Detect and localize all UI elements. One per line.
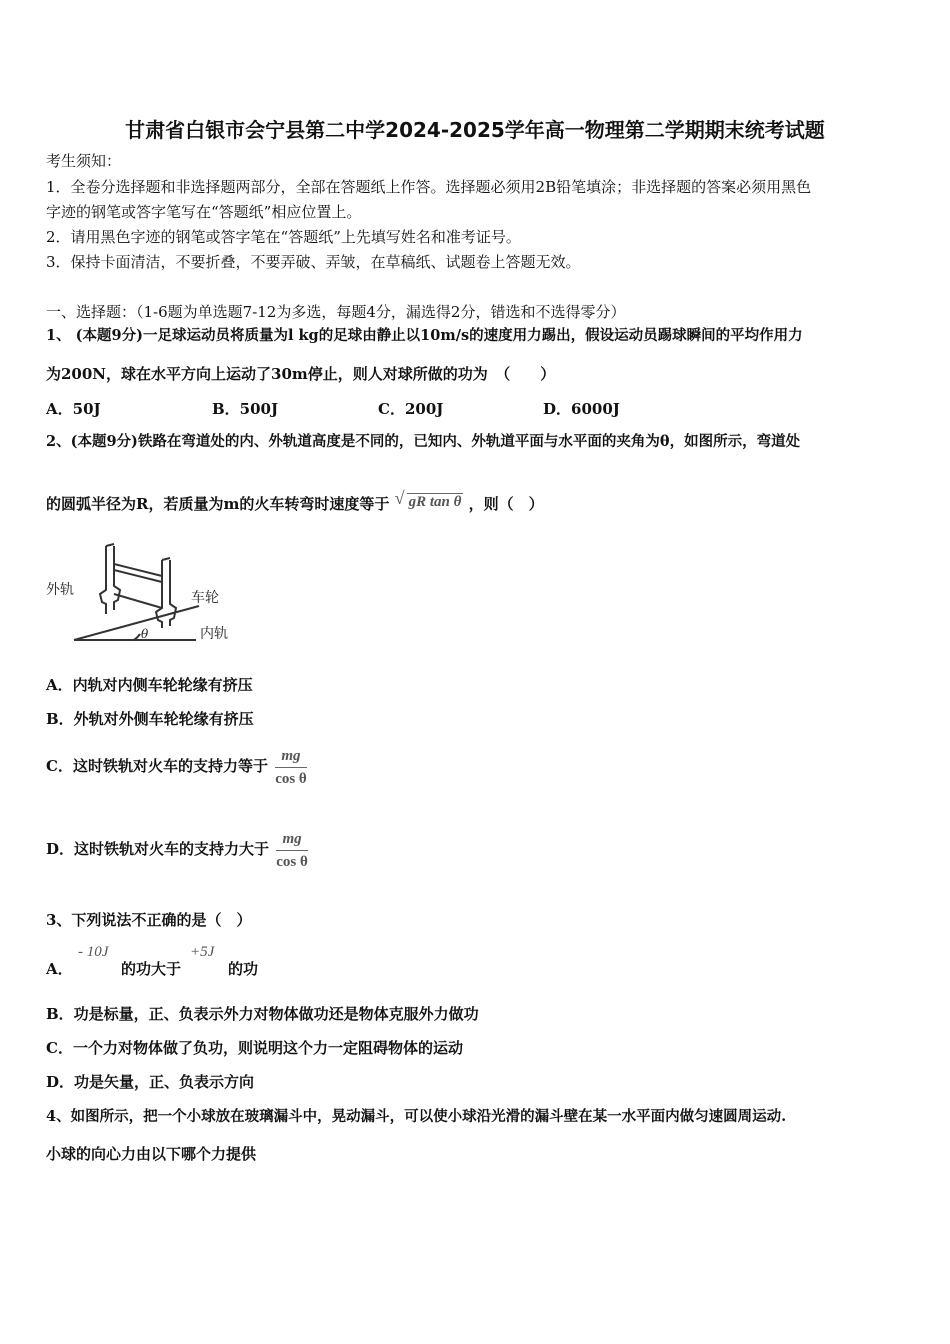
- q3-option-a-mid: 的功大于: [121, 960, 182, 978]
- section-heading: 一、选择题：（1-6题为单选题7-12为多选，每题4分，漏选得2分，错选和不选得零分）: [46, 303, 626, 321]
- q4-stem-line2: 小球的向心力由以下哪个力提供: [46, 1145, 257, 1163]
- q3-option-a-end: 的功: [228, 960, 259, 978]
- notice-heading: 考生须知：: [46, 152, 122, 170]
- q3-option-d: D．功是矢量，正、负表示方向: [46, 1073, 255, 1091]
- sqrt-radicand: gR tan θ: [408, 494, 462, 510]
- q2-stem-line2-text: 的圆弧半径为R，若质量为m的火车转弯时速度等于: [46, 495, 390, 513]
- q2-option-a: A．内轨对内侧车轮轮缘有挤压: [46, 676, 253, 694]
- q2-option-b: B．外轨对外侧车轮轮缘有挤压: [46, 710, 254, 728]
- notice-item-3: 3．保持卡面清洁，不要折叠，不要弄破、弄皱，在草稿纸、试题卷上答题无效。: [46, 253, 581, 271]
- q3-option-b: B．功是标量，正、负表示外力对物体做功还是物体克服外力做功: [46, 1005, 479, 1023]
- sqrt-symbol: √: [394, 488, 405, 508]
- q1-stem-line2: 为200N，球在水平方向上运动了30m停止，则人对球所做的功为 （ ）: [46, 365, 556, 383]
- q2-option-d-text: D．这时铁轨对火车的支持力大于: [46, 840, 270, 858]
- fraction-d-numerator: mg: [276, 830, 308, 851]
- q2-option-c-text: C．这时铁轨对火车的支持力等于: [46, 757, 268, 775]
- q1-option-c: C．200J: [378, 400, 444, 418]
- q1-option-a: A．50J: [46, 400, 101, 418]
- fraction-d: [276, 830, 308, 871]
- fraction-c-denominator: cos θ: [275, 770, 307, 787]
- fig-label-outer: 外轨: [46, 582, 74, 598]
- q3-stem: 3、下列说法不正确的是（ ）: [46, 911, 252, 929]
- q3-option-c: C．一个力对物体做了负功，则说明这个力一定阻碍物体的运动: [46, 1039, 463, 1057]
- fig-label-inner: 内轨: [200, 626, 228, 642]
- fraction-c: [275, 747, 307, 788]
- fig-label-theta: θ: [141, 627, 149, 641]
- fraction-c-numerator: mg: [275, 747, 307, 768]
- q2-stem-line1: 2、(本题9分)铁路在弯道处的内、外轨道高度是不同的，已知内、外轨道平面与水平面的夹角为θ，如图所示，弯道处: [46, 433, 801, 450]
- q1-stem-line1: 1、 (本题9分)一足球运动员将质量为l kg的足球由静止以10m/s的速度用力踢出，假设运动员踢球瞬间的平均作用力: [46, 327, 803, 344]
- q1-option-d: D．6000J: [543, 400, 620, 418]
- q2-option-d: [46, 827, 308, 871]
- q4-stem-line1: 4、如图所示，把一个小球放在玻璃漏斗中，晃动漏斗，可以使小球沿光滑的漏斗壁在某一水平面内做匀速圆周运动.: [46, 1108, 787, 1125]
- q2-option-c: [46, 744, 307, 788]
- q2-stem-line2-end: ，则（ ）: [468, 495, 544, 513]
- page-title: 甘肃省白银市会宁县第二中学2024-2025学年高一物理第二学期期末统考试题: [125, 118, 825, 142]
- q1-option-b: B．500J: [212, 400, 279, 418]
- notice-item-2: 2．请用黑色字迹的钢笔或答字笔在“答题纸”上先填写姓名和准考证号。: [46, 228, 521, 246]
- railway-figure: [44, 538, 244, 648]
- fraction-d-denominator: cos θ: [276, 853, 308, 870]
- notice-item-1b: 字迹的钢笔或答字笔写在“答题纸”相应位置上。: [46, 203, 362, 221]
- notice-item-1a: 1．全卷分选择题和非选择题两部分，全部在答题纸上作答。选择题必须用2B铅笔填涂；非选择题的答案必须用黑色: [46, 178, 812, 196]
- q3-option-a-label: A．: [46, 960, 73, 978]
- q3-option-a-value1: - 10J: [78, 944, 109, 960]
- q3-option-a-value2: +5J: [190, 944, 215, 960]
- sqrt-formula: [394, 488, 464, 512]
- q2-stem-line2: [46, 488, 544, 514]
- fig-label-wheel: 车轮: [191, 590, 219, 606]
